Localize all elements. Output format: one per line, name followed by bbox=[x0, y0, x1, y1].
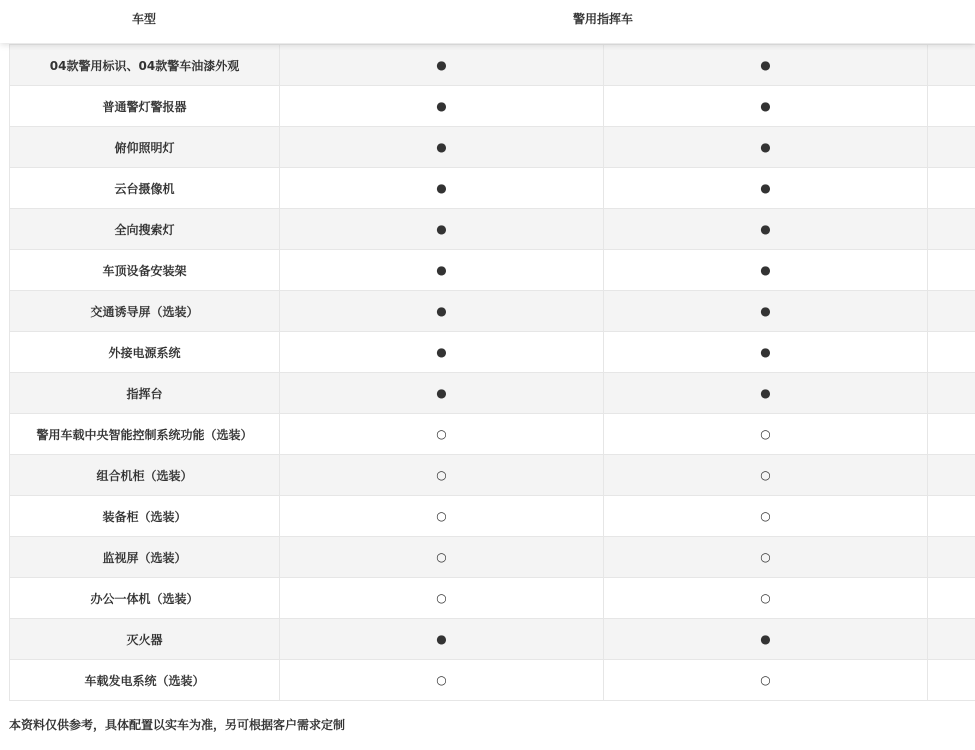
table-row bbox=[10, 414, 975, 455]
table-row bbox=[10, 86, 975, 127]
empty-cell bbox=[928, 209, 975, 250]
availability-mark: ● bbox=[280, 168, 604, 209]
table-row bbox=[10, 578, 975, 619]
variant-column-header: 警用指挥车 bbox=[572, 12, 633, 26]
feature-name-cell: 云台摄像机 bbox=[10, 168, 280, 209]
table-row bbox=[10, 619, 975, 660]
table-row bbox=[10, 332, 975, 373]
empty-cell bbox=[928, 332, 975, 373]
availability-mark: ○ bbox=[280, 496, 604, 537]
availability-mark: ● bbox=[280, 373, 604, 414]
empty-cell bbox=[928, 414, 975, 455]
table-row bbox=[10, 537, 975, 578]
spec-table-body bbox=[10, 45, 975, 701]
empty-cell bbox=[928, 291, 975, 332]
availability-mark: ○ bbox=[280, 660, 604, 701]
empty-cell bbox=[928, 455, 975, 496]
footnote: 本资料仅供参考，具体配置以实车为准，另可根据客户需求定制 bbox=[9, 718, 346, 732]
availability-mark: ● bbox=[280, 332, 604, 373]
availability-mark: ● bbox=[280, 250, 604, 291]
feature-name-cell: 灭火器 bbox=[10, 619, 280, 660]
availability-mark: ● bbox=[604, 168, 928, 209]
model-column-header: 车型 bbox=[131, 12, 156, 26]
availability-mark: ○ bbox=[280, 537, 604, 578]
availability-mark: ● bbox=[604, 45, 928, 86]
empty-cell bbox=[928, 496, 975, 537]
availability-mark: ● bbox=[280, 45, 604, 86]
feature-name-cell: 04款警用标识、04款警车油漆外观 bbox=[10, 45, 280, 86]
empty-cell bbox=[928, 127, 975, 168]
feature-name-cell: 全向搜索灯 bbox=[10, 209, 280, 250]
table-row bbox=[10, 45, 975, 86]
feature-name-cell: 车载发电系统（选装） bbox=[10, 660, 280, 701]
availability-mark: ● bbox=[280, 127, 604, 168]
feature-name-cell: 办公一体机（选装） bbox=[10, 578, 280, 619]
feature-name-cell: 外接电源系统 bbox=[10, 332, 280, 373]
table-row bbox=[10, 660, 975, 701]
availability-mark: ● bbox=[604, 250, 928, 291]
table-header bbox=[0, 0, 975, 43]
feature-name-cell: 组合机柜（选装） bbox=[10, 455, 280, 496]
availability-mark: ○ bbox=[280, 414, 604, 455]
feature-name-cell: 普通警灯警报器 bbox=[10, 86, 280, 127]
availability-mark: ○ bbox=[604, 660, 928, 701]
feature-name-cell: 交通诱导屏（选装） bbox=[10, 291, 280, 332]
empty-cell bbox=[928, 86, 975, 127]
feature-name-cell: 装备柜（选装） bbox=[10, 496, 280, 537]
availability-mark: ● bbox=[604, 619, 928, 660]
empty-cell bbox=[928, 168, 975, 209]
table-row bbox=[10, 127, 975, 168]
availability-mark: ● bbox=[604, 332, 928, 373]
availability-mark: ○ bbox=[280, 578, 604, 619]
availability-mark: ○ bbox=[604, 455, 928, 496]
availability-mark: ● bbox=[604, 86, 928, 127]
table-row bbox=[10, 455, 975, 496]
feature-name-cell: 监视屏（选装） bbox=[10, 537, 280, 578]
table-row bbox=[10, 373, 975, 414]
feature-name-cell: 车顶设备安装架 bbox=[10, 250, 280, 291]
availability-mark: ● bbox=[604, 127, 928, 168]
availability-mark: ○ bbox=[604, 578, 928, 619]
empty-cell bbox=[928, 250, 975, 291]
empty-cell bbox=[928, 660, 975, 701]
availability-mark: ● bbox=[604, 291, 928, 332]
availability-mark: ○ bbox=[604, 537, 928, 578]
availability-mark: ● bbox=[604, 373, 928, 414]
empty-cell bbox=[928, 619, 975, 660]
availability-mark: ● bbox=[280, 291, 604, 332]
table-row bbox=[10, 291, 975, 332]
availability-mark: ○ bbox=[280, 455, 604, 496]
availability-mark: ● bbox=[280, 209, 604, 250]
availability-mark: ○ bbox=[604, 414, 928, 455]
availability-mark: ● bbox=[604, 209, 928, 250]
empty-cell bbox=[928, 45, 975, 86]
feature-name-cell: 指挥台 bbox=[10, 373, 280, 414]
availability-mark: ● bbox=[280, 619, 604, 660]
empty-cell bbox=[928, 537, 975, 578]
empty-cell bbox=[928, 373, 975, 414]
feature-name-cell: 警用车载中央智能控制系统功能（选装） bbox=[10, 414, 280, 455]
table-row bbox=[10, 209, 975, 250]
feature-name-cell: 俯仰照明灯 bbox=[10, 127, 280, 168]
availability-mark: ○ bbox=[604, 496, 928, 537]
table-row bbox=[10, 250, 975, 291]
table-row bbox=[10, 496, 975, 537]
empty-cell bbox=[928, 578, 975, 619]
table-row bbox=[10, 168, 975, 209]
availability-mark: ● bbox=[280, 86, 604, 127]
spec-table bbox=[9, 44, 975, 701]
